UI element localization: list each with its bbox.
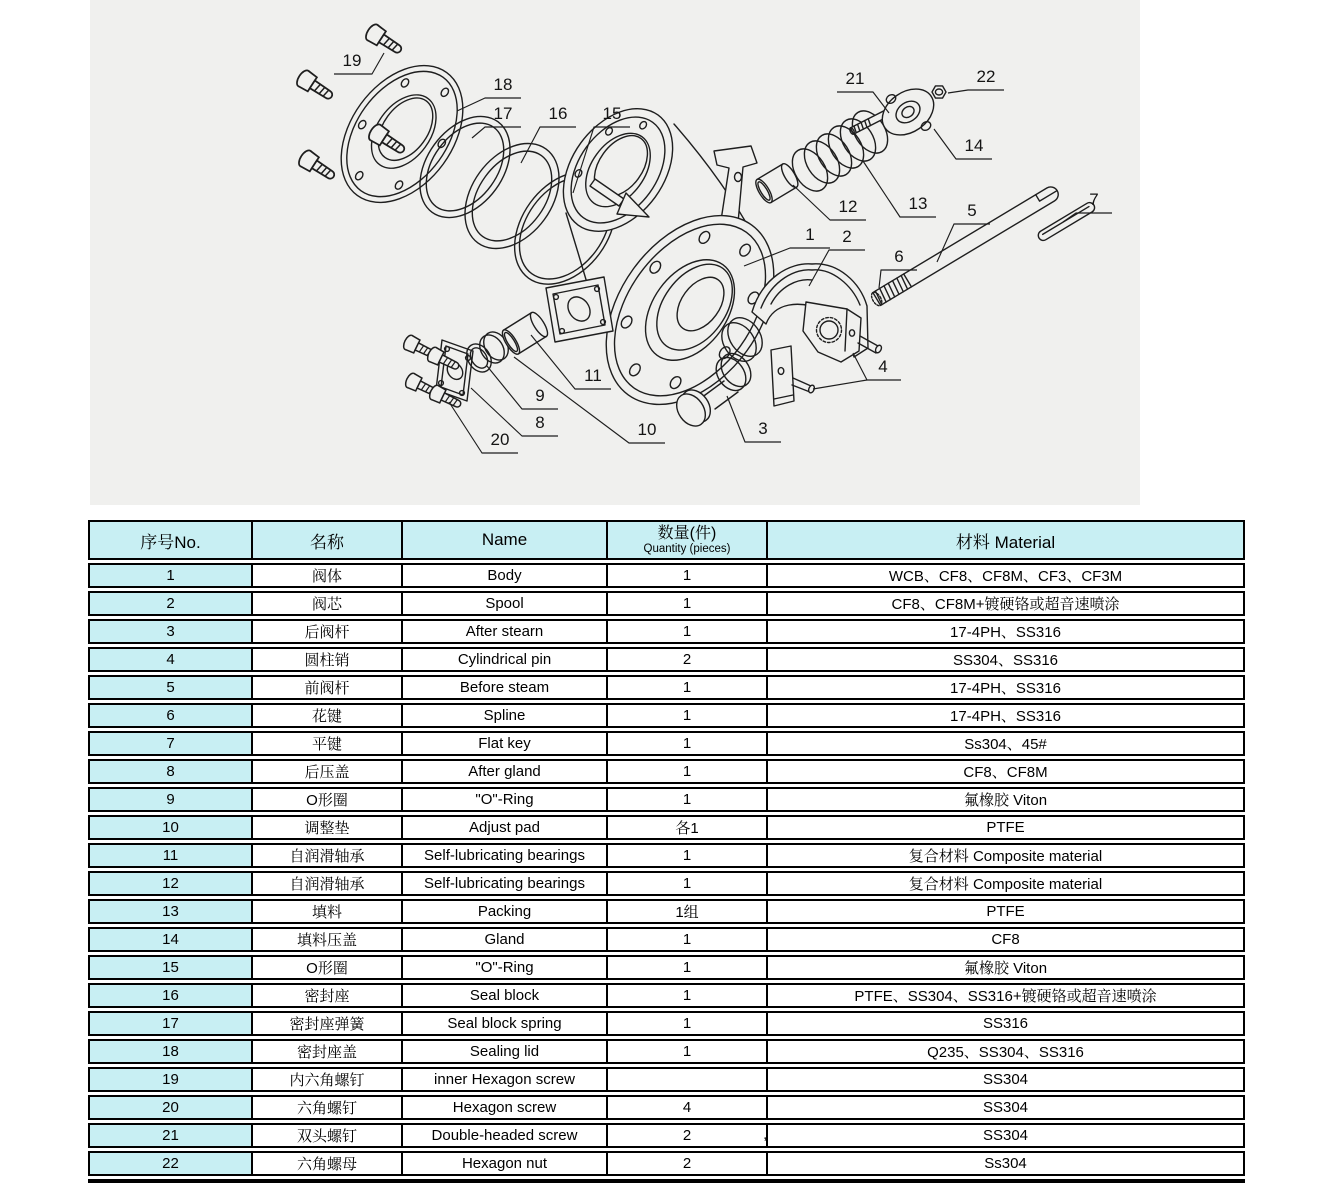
part-22-hexagon-nut bbox=[932, 86, 946, 98]
cell-en-name: Flat key bbox=[403, 731, 608, 756]
cell-material: 氟橡胶 Viton bbox=[768, 787, 1245, 812]
cell-cn-name: 填料压盖 bbox=[253, 927, 403, 952]
cell-en-name: Hexagon screw bbox=[403, 1095, 608, 1120]
cell-cn-name: 六角螺母 bbox=[253, 1151, 403, 1176]
cell-material: SS316 bbox=[768, 1011, 1245, 1036]
cell-qty: 1 bbox=[608, 759, 768, 784]
cell-material: SS304、SS316 bbox=[768, 647, 1245, 672]
cell-cn-name: 调整垫 bbox=[253, 815, 403, 840]
table-row bbox=[88, 1095, 1245, 1120]
table-row bbox=[88, 591, 1245, 616]
cell-material: PTFE、SS304、SS316+镀硬铬或超音速喷涂 bbox=[768, 983, 1245, 1008]
cell-material: 复合材料 Composite material bbox=[768, 843, 1245, 868]
exploded-view-svg bbox=[90, 0, 1140, 505]
table-row bbox=[88, 647, 1245, 672]
table-row bbox=[88, 871, 1245, 896]
cell-qty: 1 bbox=[608, 787, 768, 812]
cell-material: Q235、SS304、SS316 bbox=[768, 1039, 1245, 1064]
cell-material: 17-4PH、SS316 bbox=[768, 619, 1245, 644]
callout-18: 18 bbox=[493, 75, 513, 94]
cell-qty: 1 bbox=[608, 675, 768, 700]
cell-qty: 1组 bbox=[608, 899, 768, 924]
cell-en-name: Before steam bbox=[403, 675, 608, 700]
cell-qty: 1 bbox=[608, 703, 768, 728]
table-row bbox=[88, 815, 1245, 840]
cell-no: 5 bbox=[88, 675, 253, 700]
cell-en-name: Double-headed screw bbox=[403, 1123, 608, 1148]
table-row bbox=[88, 787, 1245, 812]
part-16-seal-block bbox=[446, 126, 579, 267]
table-row bbox=[88, 731, 1245, 756]
cell-material: 17-4PH、SS316 bbox=[768, 675, 1245, 700]
part-1-valve-body bbox=[541, 88, 809, 436]
table-row bbox=[88, 955, 1245, 980]
cell-no: 6 bbox=[88, 703, 253, 728]
callout-3: 3 bbox=[758, 419, 768, 438]
cell-qty: 1 bbox=[608, 843, 768, 868]
cell-en-name: Body bbox=[403, 563, 608, 588]
table-bottom-border bbox=[88, 1179, 1245, 1183]
cell-no: 15 bbox=[88, 955, 253, 980]
qty-header-line1: 数量(件) bbox=[657, 525, 717, 542]
cell-en-name: Adjust pad bbox=[403, 815, 608, 840]
cell-material: SS304 bbox=[768, 1123, 1245, 1148]
cell-qty: 1 bbox=[608, 871, 768, 896]
table-row bbox=[88, 1123, 1245, 1148]
table-row bbox=[88, 983, 1245, 1008]
cell-qty: 1 bbox=[608, 731, 768, 756]
cell-material: 氟橡胶 Viton bbox=[768, 955, 1245, 980]
cell-cn-name: 六角螺钉 bbox=[253, 1095, 403, 1120]
callout-20: 20 bbox=[490, 430, 510, 449]
cell-cn-name: O形圈 bbox=[253, 955, 403, 980]
cell-qty: 1 bbox=[608, 591, 768, 616]
cell-material: SS304 bbox=[768, 1095, 1245, 1120]
cell-no: 10 bbox=[88, 815, 253, 840]
callout-15: 15 bbox=[602, 104, 622, 123]
cell-qty bbox=[608, 1067, 768, 1092]
cell-cn-name: 前阀杆 bbox=[253, 675, 403, 700]
cell-en-name: inner Hexagon screw bbox=[403, 1067, 608, 1092]
cell-material: 复合材料 Composite material bbox=[768, 871, 1245, 896]
callout-14: 14 bbox=[964, 136, 984, 155]
col-header-no: 序号No. bbox=[88, 520, 253, 560]
cell-en-name: Cylindrical pin bbox=[403, 647, 608, 672]
cell-cn-name: 自润滑轴承 bbox=[253, 843, 403, 868]
table-row bbox=[88, 759, 1245, 784]
table-row bbox=[88, 927, 1245, 952]
callout-9: 9 bbox=[535, 386, 545, 405]
cell-qty: 2 bbox=[608, 647, 768, 672]
callout-2: 2 bbox=[842, 227, 852, 246]
cell-cn-name: 圆柱销 bbox=[253, 647, 403, 672]
cell-material: WCB、CF8、CF8M、CF3、CF3M bbox=[768, 563, 1245, 588]
cell-cn-name: 阀体 bbox=[253, 563, 403, 588]
cell-material: Ss304、45# bbox=[768, 731, 1245, 756]
cell-qty: 1 bbox=[608, 1039, 768, 1064]
cell-en-name: Packing bbox=[403, 899, 608, 924]
exploded-view-diagram bbox=[90, 0, 1140, 505]
cell-qty: 1 bbox=[608, 619, 768, 644]
cell-material: PTFE bbox=[768, 815, 1245, 840]
cell-no: 19 bbox=[88, 1067, 253, 1092]
footnote-mark: , bbox=[763, 1126, 768, 1143]
cell-qty: 1 bbox=[608, 1011, 768, 1036]
col-header-material: 材料 Material bbox=[768, 520, 1245, 560]
cell-no: 16 bbox=[88, 983, 253, 1008]
callout-22: 22 bbox=[976, 67, 996, 86]
cell-no: 12 bbox=[88, 871, 253, 896]
header-row bbox=[88, 520, 1245, 560]
cell-cn-name: 自润滑轴承 bbox=[253, 871, 403, 896]
cell-material: CF8、CF8M bbox=[768, 759, 1245, 784]
col-header-en-name: Name bbox=[403, 520, 608, 560]
cell-no: 18 bbox=[88, 1039, 253, 1064]
table-row bbox=[88, 899, 1245, 924]
cell-en-name: Self-lubricating bearings bbox=[403, 871, 608, 896]
cell-en-name: Gland bbox=[403, 927, 608, 952]
cell-cn-name: 阀芯 bbox=[253, 591, 403, 616]
cell-no: 13 bbox=[88, 899, 253, 924]
qty-header-line2: Quantity (pieces) bbox=[643, 543, 731, 555]
callout-6: 6 bbox=[894, 247, 904, 266]
cell-en-name: Spline bbox=[403, 703, 608, 728]
cell-qty: 4 bbox=[608, 1095, 768, 1120]
cell-en-name: Self-lubricating bearings bbox=[403, 843, 608, 868]
callout-7: 7 bbox=[1089, 190, 1099, 209]
cell-cn-name: 密封座 bbox=[253, 983, 403, 1008]
part-5-before-stem bbox=[869, 184, 1061, 307]
cell-no: 2 bbox=[88, 591, 253, 616]
cell-qty: 1 bbox=[608, 955, 768, 980]
table-row bbox=[88, 675, 1245, 700]
cell-cn-name: 后阀杆 bbox=[253, 619, 403, 644]
callout-4: 4 bbox=[878, 357, 888, 376]
callout-12: 12 bbox=[838, 197, 858, 216]
cell-material: 17-4PH、SS316 bbox=[768, 703, 1245, 728]
col-header-cn-name: 名称 bbox=[253, 520, 403, 560]
cell-cn-name: O形圈 bbox=[253, 787, 403, 812]
cell-material: SS304 bbox=[768, 1067, 1245, 1092]
cell-qty: 1 bbox=[608, 983, 768, 1008]
cell-material: CF8、CF8M+镀硬铬或超音速喷涂 bbox=[768, 591, 1245, 616]
cell-cn-name: 平键 bbox=[253, 731, 403, 756]
cell-qty: 1 bbox=[608, 563, 768, 588]
cell-qty: 各1 bbox=[608, 815, 768, 840]
cell-no: 9 bbox=[88, 787, 253, 812]
cell-no: 22 bbox=[88, 1151, 253, 1176]
cell-cn-name: 双头螺钉 bbox=[253, 1123, 403, 1148]
parts-table bbox=[88, 517, 1245, 1179]
table-row bbox=[88, 1011, 1245, 1036]
callout-8: 8 bbox=[535, 413, 545, 432]
cell-qty: 2 bbox=[608, 1123, 768, 1148]
table-row bbox=[88, 703, 1245, 728]
parts-table-body bbox=[88, 563, 1245, 1176]
callout-19: 19 bbox=[342, 51, 362, 70]
cell-en-name: After gland bbox=[403, 759, 608, 784]
cell-en-name: Seal block spring bbox=[403, 1011, 608, 1036]
callout-10: 10 bbox=[637, 420, 657, 439]
callout-1: 1 bbox=[805, 225, 815, 244]
cell-cn-name: 花键 bbox=[253, 703, 403, 728]
cell-no: 14 bbox=[88, 927, 253, 952]
cell-no: 8 bbox=[88, 759, 253, 784]
table-row bbox=[88, 1039, 1245, 1064]
cell-en-name: Spool bbox=[403, 591, 608, 616]
callout-5: 5 bbox=[967, 201, 977, 220]
cell-en-name: "O"-Ring bbox=[403, 787, 608, 812]
cell-en-name: Sealing lid bbox=[403, 1039, 608, 1064]
callout-13: 13 bbox=[908, 194, 928, 213]
cell-no: 4 bbox=[88, 647, 253, 672]
parts-table-container bbox=[88, 517, 1245, 1183]
callout-17: 17 bbox=[493, 104, 513, 123]
col-header-qty bbox=[608, 520, 768, 560]
cell-material: CF8 bbox=[768, 927, 1245, 952]
cell-en-name: Seal block bbox=[403, 983, 608, 1008]
cell-no: 21 bbox=[88, 1123, 253, 1148]
table-row bbox=[88, 1067, 1245, 1092]
cell-no: 17 bbox=[88, 1011, 253, 1036]
table-row bbox=[88, 619, 1245, 644]
cell-cn-name: 密封座盖 bbox=[253, 1039, 403, 1064]
cell-en-name: "O"-Ring bbox=[403, 955, 608, 980]
callout-11: 11 bbox=[584, 366, 602, 385]
cell-no: 11 bbox=[88, 843, 253, 868]
cell-no: 20 bbox=[88, 1095, 253, 1120]
cell-no: 7 bbox=[88, 731, 253, 756]
table-row bbox=[88, 563, 1245, 588]
callout-16: 16 bbox=[548, 104, 568, 123]
cell-en-name: After stearn bbox=[403, 619, 608, 644]
cell-cn-name: 后压盖 bbox=[253, 759, 403, 784]
table-row bbox=[88, 843, 1245, 868]
cell-en-name: Hexagon nut bbox=[403, 1151, 608, 1176]
cell-no: 3 bbox=[88, 619, 253, 644]
cell-cn-name: 密封座弹簧 bbox=[253, 1011, 403, 1036]
cell-cn-name: 填料 bbox=[253, 899, 403, 924]
cell-qty: 1 bbox=[608, 927, 768, 952]
cell-material: Ss304 bbox=[768, 1151, 1245, 1176]
cell-no: 1 bbox=[88, 563, 253, 588]
callout-21: 21 bbox=[845, 69, 865, 88]
cell-material: PTFE bbox=[768, 899, 1245, 924]
table-row bbox=[88, 1151, 1245, 1176]
cell-cn-name: 内六角螺钉 bbox=[253, 1067, 403, 1092]
part-14-gland bbox=[874, 80, 943, 145]
cell-qty: 2 bbox=[608, 1151, 768, 1176]
